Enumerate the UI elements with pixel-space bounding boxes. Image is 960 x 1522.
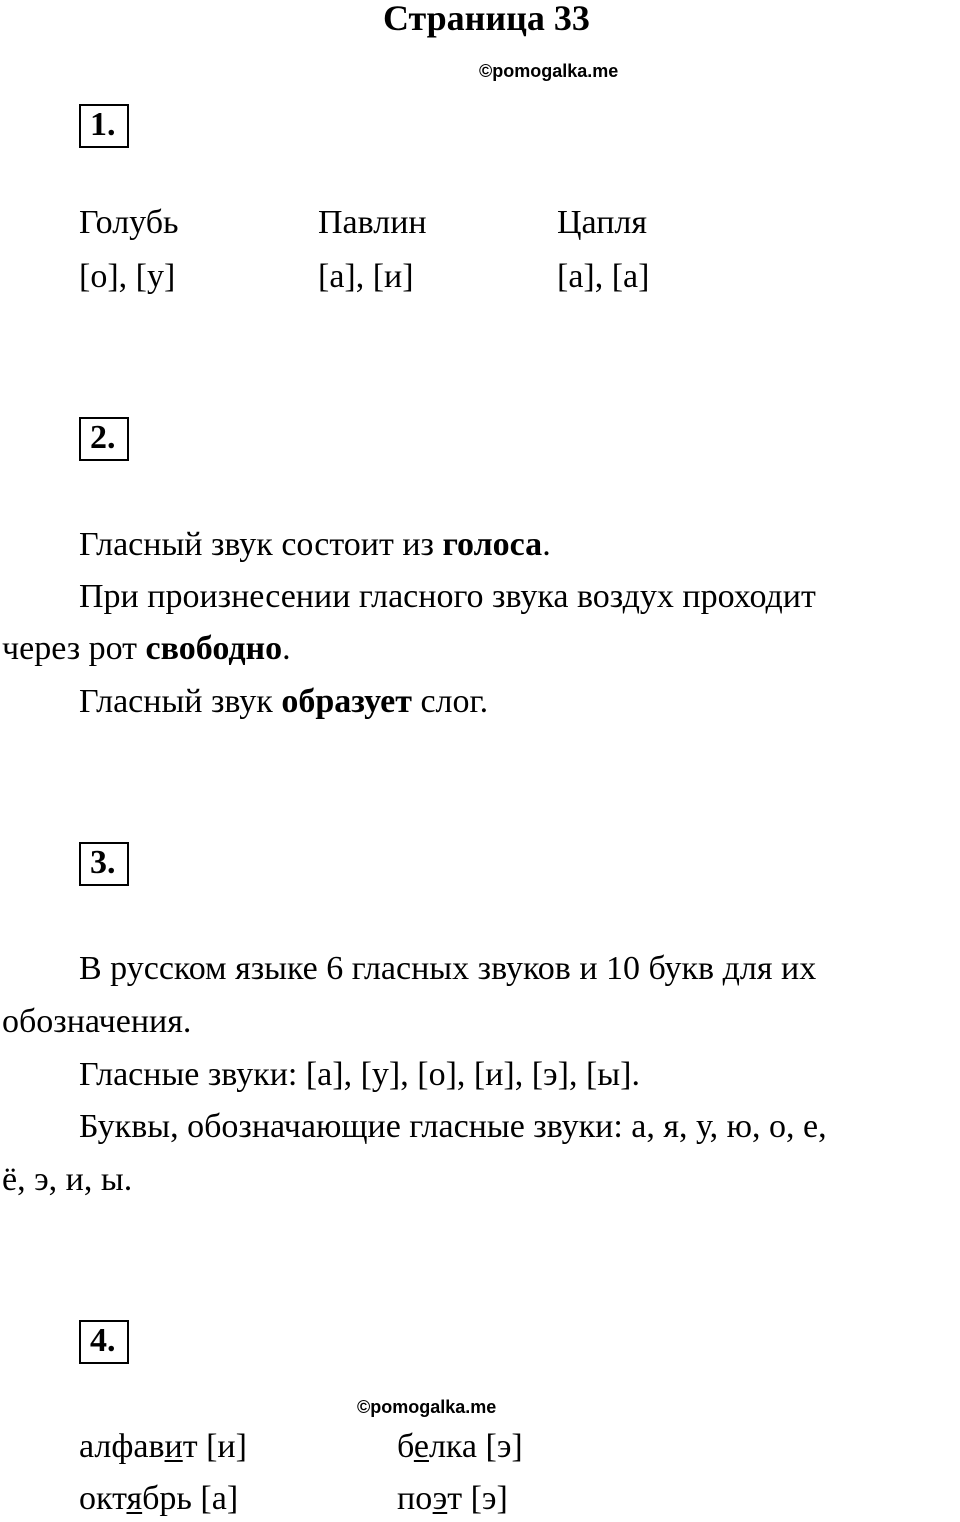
watermark-bottom: ©pomogalka.me [357, 1397, 497, 1417]
task2-line-1: Гласный звук состоит из голоса. [79, 526, 551, 563]
page-title: Страница 33 [383, 0, 590, 38]
task1-word-1: Голубь [79, 204, 179, 241]
task1-word-2: Павлин [318, 204, 427, 241]
task1-sounds-2: [а], [и] [318, 258, 414, 295]
task1-word-3: Цапля [557, 204, 647, 241]
task-number-1: 1. [79, 104, 129, 148]
task1-sounds-3: [а], [а] [557, 258, 650, 295]
task3-line-2: обозначения. [2, 1003, 192, 1040]
task-number-3: 3. [79, 842, 129, 886]
task4-word-2: белка [э] [397, 1428, 523, 1465]
task4-word-1: алфавит [и] [79, 1428, 247, 1465]
watermark-top: ©pomogalka.me [479, 61, 619, 81]
task1-sounds-1: [о], [у] [79, 258, 176, 295]
task3-line-5: ё, э, и, ы. [2, 1161, 133, 1198]
task2-line-3: через рот свободно. [2, 630, 291, 667]
task3-line-1: В русском языке 6 гласных звуков и 10 букв для их [79, 950, 817, 987]
task2-line-2: При произнесении гласного звука воздух проходит [79, 578, 816, 615]
task3-line-4: Буквы, обозначающие гласные звуки: а, я, у, ю, о, е, [79, 1108, 827, 1145]
task3-line-3: Гласные звуки: [а], [у], [о], [и], [э], [ы]. [79, 1056, 640, 1093]
task-number-2: 2. [79, 417, 129, 461]
task4-word-4: поэт [э] [397, 1480, 508, 1517]
task2-line-4: Гласный звук образует слог. [79, 683, 489, 720]
task-number-4: 4. [79, 1320, 129, 1364]
task4-word-3: октябрь [а] [79, 1480, 239, 1517]
